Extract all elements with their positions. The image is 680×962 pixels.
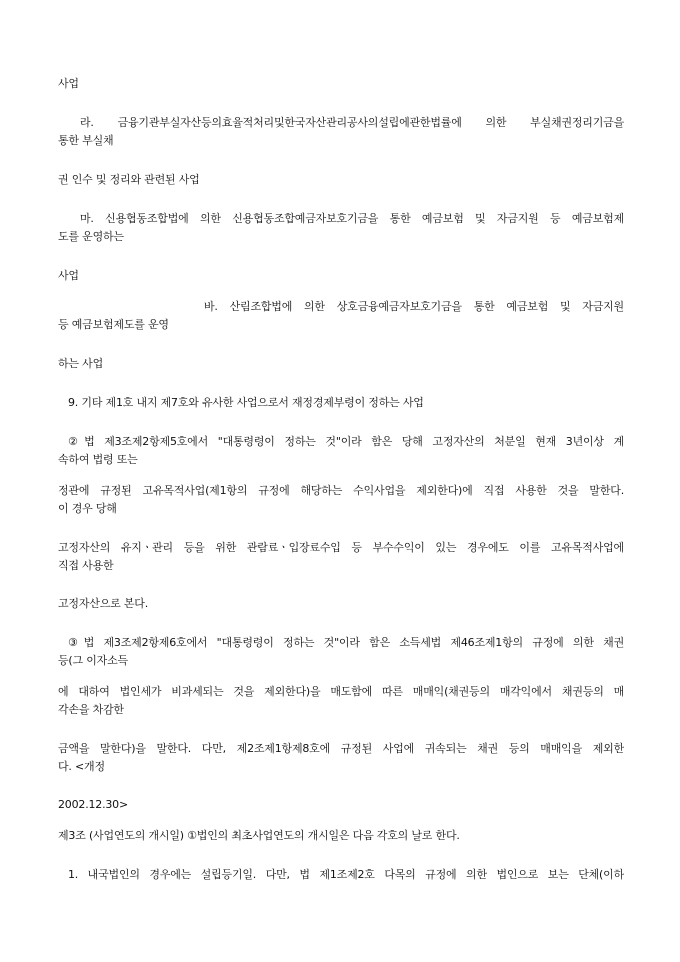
text-line: 직접 사용한	[58, 559, 114, 572]
text-line: 고정자산의 유지ㆍ관리 등을 위한 관람료ㆍ입장료수입 등 부수수익이 있는 경우에도 이를 고유목적사업에	[58, 541, 624, 554]
text-line: 2002.12.30>	[58, 798, 128, 811]
text-line: 금액을 말한다)을 말한다. 다만, 제2조제1항제8호에 규정된 사업에 귀속되는 채권 등의 매매익을 제외한	[58, 742, 624, 755]
text-line: 등 예금보험제도를 운영	[58, 318, 169, 331]
text-line: 1. 내국법인의 경우에는 설립등기일. 다만, 법 제1조제2호 다목의 규정에 의한 법인으로 보는 단체(이하	[68, 868, 624, 881]
text-line: 통한 부실채	[58, 134, 114, 147]
text-line: 이 경우 당해	[58, 502, 117, 515]
text-line: 하는 사업	[58, 357, 104, 370]
text-line: 속하여 법령 또는	[58, 453, 138, 466]
text-line: 권 인수 및 정리와 관련된 사업	[58, 173, 200, 186]
text-line: 등(그 이자소득	[58, 654, 128, 667]
text-line: 마. 신용협동조합법에 의한 신용협동조합예금자보호기금을 통한 예금보험 및 자금지원 등 예금보험제	[80, 212, 624, 225]
text-line: ②법 제3조제2항제5호에서 "대통령령이 정하는 것"이라 함은 당해 고정자산의 처분일 현재 3년이상 계	[68, 435, 624, 448]
text-line: 사업	[58, 269, 79, 282]
text-line: 정관에 규정된 고유목적사업(제1항의 규정에 해당하는 수익사업을 제외한다)에 직접 사용한 것을 말한다.	[58, 484, 624, 497]
text-line: 라. 금융기관부실자산등의효율적처리및한국자산관리공사의설립에관한법률에 의한 부실채권정리기금을	[80, 116, 624, 129]
text-line: 9. 기타 제1호 내지 제7호와 유사한 사업으로서 재정경제부령이 정하는 사업	[68, 396, 424, 409]
text-line: 고정자산으로 본다.	[58, 597, 149, 610]
text-line: 다. <개정	[58, 760, 105, 773]
text-line: 각손을 차감한	[58, 703, 124, 716]
text-line: 도를 운영하는	[58, 230, 124, 243]
text-line: 바. 산림조합법에 의한 상호금융예금자보호기금을 통한 예금보험 및 자금지원	[204, 300, 624, 313]
text-line: 사업	[58, 77, 79, 90]
text-line: ③법 제3조제2항제6호에서 "대통령령이 정하는 것"이라 함은 소득세법 제46조제1항의 규정에 의한 채권	[68, 636, 624, 649]
text-line: 제3조 (사업연도의 개시일) ①법인의 최초사업연도의 개시일은 다음 각호의 날로 한다.	[58, 829, 460, 842]
text-line: 에 대하여 법인세가 비과세되는 것을 제외한다)을 매도함에 따른 매매익(채권등의 매각익에서 채권등의 매	[58, 685, 624, 698]
